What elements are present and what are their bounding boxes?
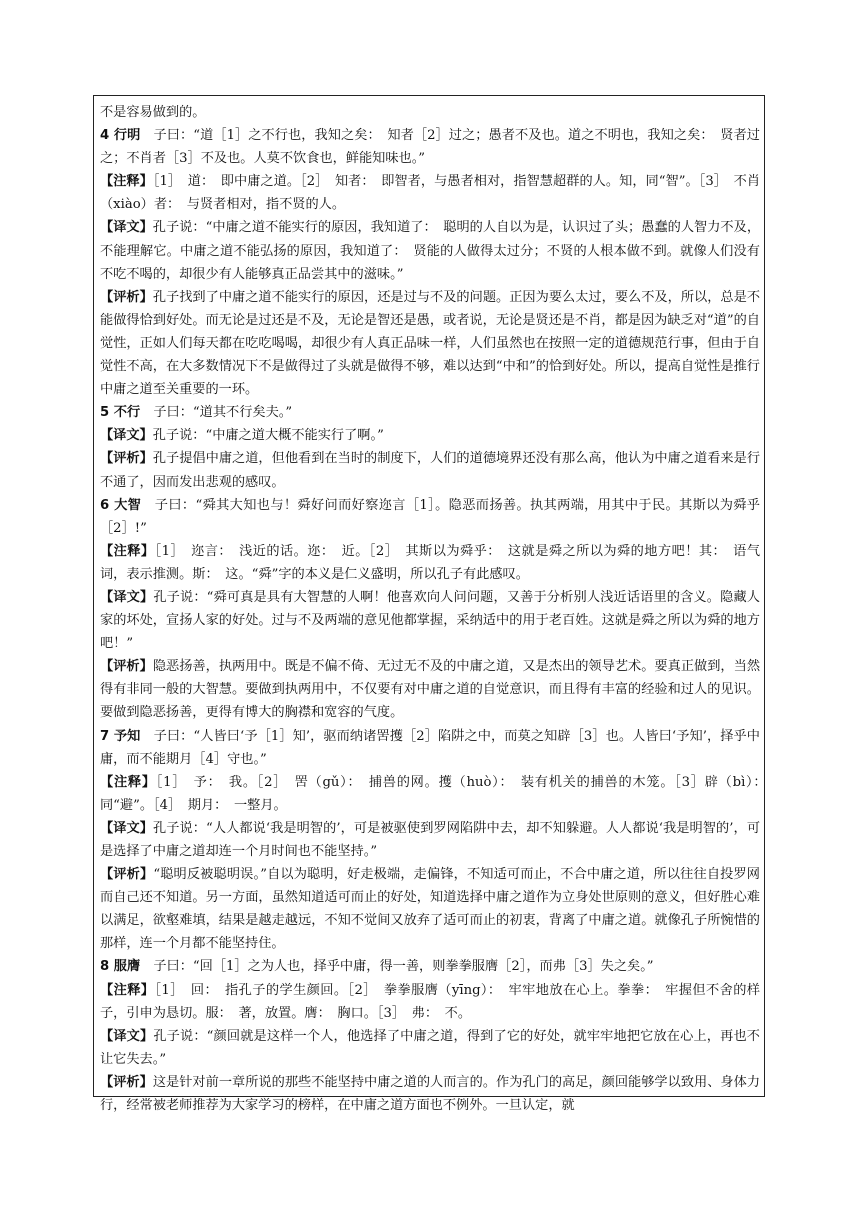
annotation-label: 【注释】 — [100, 174, 153, 190]
annotation-text: ［1］ 道： 即中庸之道。［2］ 知者： 即智者，与愚者相对，指智慧超群的人。知，同“智”。［3］ 不肖（xiào）者： 与贤者相对，指不贤的人。 — [100, 174, 761, 213]
translation-paragraph — [100, 586, 760, 655]
commentary-text: 这是针对前一章所说的那些不能坚持中庸之道的人而言的。作为孔门的高足，颜回能够学以致用、身体力行，经常被老师推荐为大家学习的榜样，在中庸之道方面也不例外。一旦认定，就 — [100, 1074, 761, 1114]
annotation-text: ［1］ 予： 我。［2］ 罟（gǔ）： 捕兽的网。擭（huò）： 装有机关的捕兽的木笼。［3］辟（bì）： 同“避”。［4］ 期月： 一整月。 — [100, 774, 774, 813]
chapter-title: 6 大智 — [100, 497, 142, 513]
translation-label: 【译文】 — [100, 589, 154, 605]
translation-label: 【译文】 — [100, 1028, 154, 1044]
commentary-text: 隐恶扬善，执两用中。既是不偏不倚、无过无不及的中庸之道，又是杰出的领导艺术。要真正做到，当然得有非同一般的大智慧。要做到执两用中，不仅要有对中庸之道的自觉意识，而且得有丰富的经验和过人的见识。要做到隐恶扬善，更得有博大的胸襟和宽容的气度。 — [100, 659, 761, 721]
commentary-label: 【评析】 — [100, 289, 153, 305]
annotation-paragraph — [100, 170, 760, 216]
chapter-title: 8 服膺 — [100, 959, 141, 975]
annotation-paragraph — [100, 771, 774, 817]
chapter-6-heading — [100, 494, 760, 540]
translation-text: 孔子说：“人人都说‘我是明智的’，可是被驱使到罗网陷阱中去，却不知躲避。人人都说‘我是明智的’，可是选择了中庸之道却连一个月时间也不能坚持。” — [100, 820, 761, 859]
translation-text: 孔子说：“中庸之道不能实行的原因，我知道了： 聪明的人自以为是，认识过了头；愚蠢的人智力不及，不能理解它。中庸之道不能弘扬的原因，我知道了： 贤能的人做得太过分；不贤的人根本做不到。就像人们没有不吃不喝的，却很少有人能够真正品尝其中的滋味。” — [100, 220, 761, 282]
commentary-paragraph — [100, 863, 760, 955]
commentary-text: 孔子找到了中庸之道不能实行的原因，还是过与不及的问题。正因为要么太过，要么不及，所以，总是不能做得恰到好处。而无论是过还是不及，无论是智还是愚，或者说，无论是贤还是不肖，都是因为缺乏对“道”的自觉性，正如人们每天都在吃吃喝喝，却很少有人真正品味一样，人们虽然也在按照一定的道德规范行事，但由于自觉性不高，在大多数情况下不是做得过了头就是做得不够，难以达到“中和”的恰到好处。所以，提高自觉性是推行中庸之道至关重要的一环。 — [100, 289, 761, 398]
commentary-paragraph — [100, 447, 760, 493]
chapter-text: 子曰：“舜其大知也与！舜好问而好察迩言［1］。隐恶而扬善。执其两端，用其中于民。其斯以为舜乎［2］!” — [100, 497, 760, 536]
commentary-paragraph — [100, 655, 760, 724]
commentary-text: 孔子提倡中庸之道，但他看到在当时的制度下，人们的道德境界还没有那么高，他认为中庸之道看来是行不通了，因而发出悲观的感叹。 — [100, 451, 761, 490]
chapter-text: 子曰：“道［1］之不行也，我知之矣： 知者［2］过之；愚者不及也。道之不明也，我知之矣： 贤者过之；不肖者［3］不及也。人莫不饮食也，鲜能知味也。” — [100, 128, 760, 167]
annotation-label: 【注释】 — [100, 982, 155, 998]
commentary-label: 【评析】 — [100, 659, 153, 675]
annotation-label: 【注释】 — [100, 543, 155, 559]
paragraph — [100, 101, 760, 124]
chapter-title: 4 行明 — [100, 128, 141, 144]
translation-text: 孔子说：“颜回就是这样一个人，他选择了中庸之道，得到了它的好处，就牢牢地把它放在心上，再也不让它失去。” — [100, 1028, 760, 1067]
annotation-paragraph — [100, 979, 760, 1025]
chapter-text: 子曰：“道其不行矣夫。” — [140, 405, 293, 421]
translation-label: 【译文】 — [100, 428, 153, 444]
translation-text: 孔子说：“中庸之道大概不能实行了啊。” — [152, 428, 384, 444]
commentary-text: “聪明反被聪明误。”自以为聪明，好走极端，走偏锋，不知适可而止，不合中庸之道，所以往往自投罗网而自己还不知道。另一方面，虽然知道适可而止的好处，知道选择中庸之道作为立身处世原则的意义，但好胜心难以满足，欲壑难填，结果是越走越远，不知不觉间又放弃了适可而止的初衷，背离了中庸之道。就像孔子所惋惜的那样，连一个月都不能坚持住。 — [100, 867, 760, 952]
document-body — [100, 101, 774, 1117]
chapter-4-heading — [100, 124, 760, 170]
translation-text: 孔子说：“舜可真是具有大智慧的人啊！他喜欢向人问问题，又善于分析别人浅近话语里的含义。隐藏人家的坏处，宣扬人家的好处。过与不及两端的意见他都掌握，采纳适中的用于老百姓。这就是舜之所以为舜的地方吧！” — [100, 589, 760, 652]
annotation-label: 【注释】 — [100, 774, 156, 790]
chapter-8-heading — [100, 955, 760, 978]
commentary-paragraph — [100, 1071, 760, 1117]
commentary-label: 【评析】 — [100, 451, 153, 467]
chapter-title: 5 不行 — [100, 405, 141, 421]
commentary-label: 【评析】 — [100, 1074, 153, 1090]
annotation-text: ［1］ 回： 指孔子的学生颜回。［2］ 拳拳服膺（yīng）： 牢牢地放在心上。拳拳： 牢握但不舍的样子，引申为恳切。服： 著，放置。膺： 胸口。［3］ 弗： 不。 — [100, 982, 760, 1021]
commentary-label: 【评析】 — [100, 867, 154, 883]
paragraph-text: 不是容易做到的。 — [100, 105, 206, 120]
chapter-title: 7 予知 — [100, 728, 141, 744]
translation-paragraph — [100, 1025, 760, 1071]
chapter-text: 子曰：“回［1］之为人也，择乎中庸，得一善，则拳拳服膺［2］，而弗［3］失之矣。” — [140, 959, 654, 975]
translation-paragraph — [100, 216, 760, 285]
translation-paragraph — [100, 817, 760, 863]
translation-label: 【译文】 — [100, 820, 154, 836]
chapter-5-heading — [100, 401, 760, 424]
translation-paragraph — [100, 424, 760, 447]
translation-label: 【译文】 — [100, 220, 153, 236]
annotation-paragraph — [100, 540, 760, 586]
commentary-paragraph — [100, 286, 760, 401]
chapter-text: 子曰：“人皆曰‘予［1］知’，驱而纳诸罟擭［2］陷阱之中，而莫之知辟［3］也。人皆曰‘予知’，择乎中庸，而不能期月［4］守也。” — [100, 728, 760, 767]
chapter-7-heading — [100, 725, 760, 771]
annotation-text: ［1］ 迩言： 浅近的话。迩： 近。［2］ 其斯以为舜乎： 这就是舜之所以为舜的地方吧！其： 语气词，表示推测。斯： 这。“舜”字的本义是仁义盛明，所以孔子有此感叹。 — [100, 543, 761, 582]
